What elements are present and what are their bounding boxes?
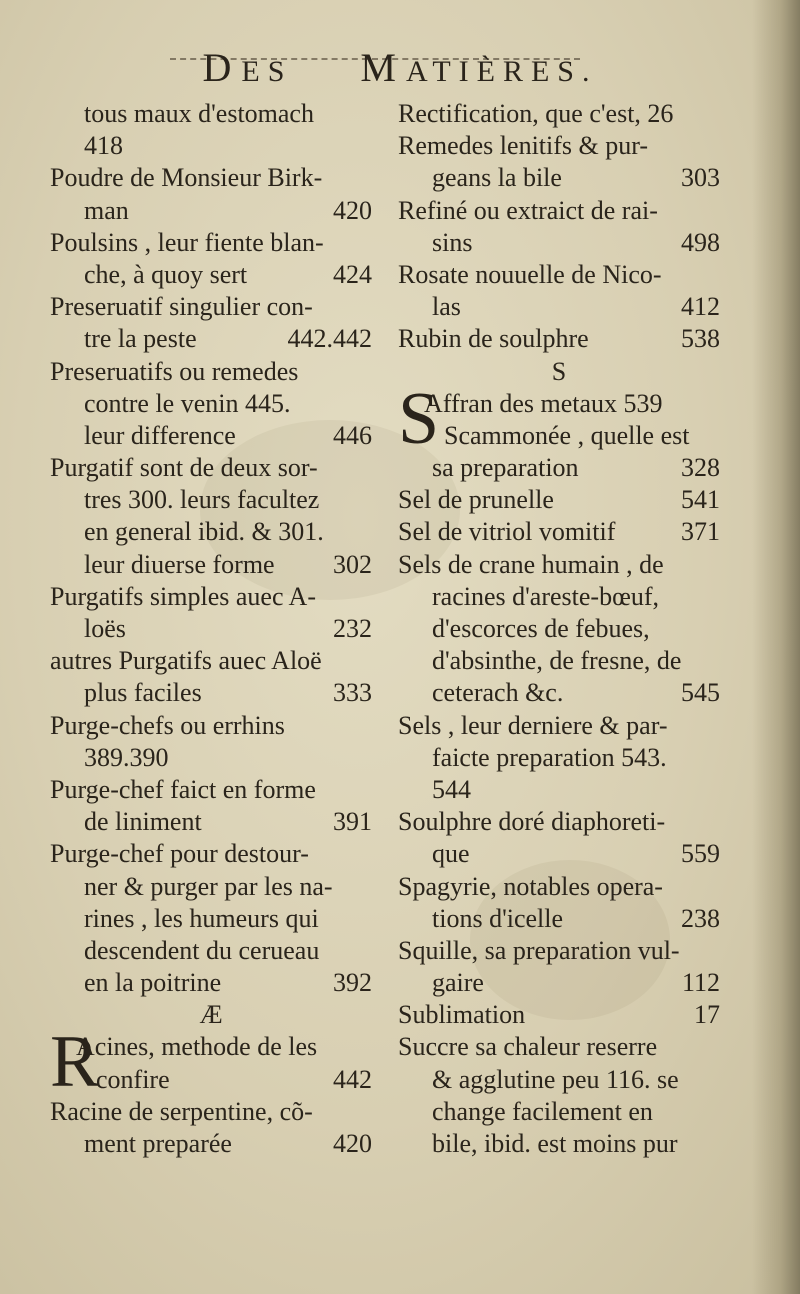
- index-entry-text: ment preparée: [84, 1129, 232, 1158]
- index-line: [50, 356, 372, 388]
- index-entry-text: Poudre de Monsieur Birk-: [50, 163, 323, 193]
- index-line: [398, 1031, 720, 1063]
- right-column: [398, 98, 720, 1160]
- index-line: [50, 452, 372, 484]
- index-line: [50, 162, 372, 194]
- index-entry-text: Preseruatif singulier con-: [50, 292, 313, 322]
- index-line: [398, 742, 720, 774]
- index-line: [50, 291, 372, 323]
- index-line: [398, 323, 720, 355]
- index-line: [50, 323, 372, 355]
- index-line: [50, 581, 372, 613]
- index-entry-text: Squille, sa preparation vul-: [398, 935, 680, 965]
- index-entry-text: Rectification, que c'est, 26: [398, 99, 674, 128]
- index-entry-text: Affran des metaux 539: [424, 388, 663, 418]
- index-entry-text: faicte preparation 543.: [432, 742, 667, 772]
- index-entry-text: Purgatifs simples auec A-: [50, 581, 316, 611]
- index-entry-text: loës: [84, 614, 126, 643]
- index-page-number: 559: [681, 839, 720, 869]
- index-entry-text: Purge-chef pour destour-: [50, 839, 309, 869]
- index-entry-text: racines d'areste-bœuf,: [432, 581, 660, 611]
- index-entry-text: Racine de serpentine, cõ-: [50, 1096, 313, 1126]
- index-line: [398, 581, 720, 613]
- index-line: [50, 420, 372, 452]
- index-line: [398, 195, 720, 227]
- index-line: [398, 677, 720, 709]
- index-line: [50, 1128, 372, 1160]
- index-entry-text: Sel de vitriol vomitif: [398, 517, 616, 547]
- index-page-number: 391: [333, 807, 372, 837]
- index-entry-text: ner & purger par les na-: [84, 871, 333, 901]
- index-line: [50, 710, 372, 742]
- index-line: [398, 98, 720, 130]
- index-line: [398, 806, 720, 838]
- index-line: [50, 227, 372, 259]
- index-entry-text: descendent du cerueau: [84, 935, 320, 965]
- index-line: [50, 871, 372, 903]
- index-entry-text: contre le venin 445.: [84, 388, 291, 418]
- index-entry-text: Sublimation: [398, 1000, 526, 1030]
- index-page-number: 303: [681, 163, 720, 193]
- index-line: [50, 838, 372, 870]
- index-entry-text: Scammonée , quelle est: [444, 420, 690, 450]
- dropcap-entry: [50, 1021, 372, 1104]
- index-page-number: 442: [333, 1064, 372, 1094]
- index-entry-text: Rosate nouuelle de Nico-: [398, 259, 662, 289]
- index-line: [50, 195, 372, 227]
- index-line: [398, 710, 720, 742]
- index-line: [50, 1064, 372, 1096]
- header-word2-cap: M: [360, 45, 406, 90]
- index-line: [50, 677, 372, 709]
- index-line: [50, 549, 372, 581]
- index-line: [398, 967, 720, 999]
- index-entry-text: Succre sa chaleur reserre: [398, 1032, 658, 1062]
- index-page-number: 17: [694, 1000, 720, 1030]
- index-line: [50, 516, 372, 548]
- page-gutter-shadow: [752, 0, 800, 1294]
- index-entry-text: Sels de crane humain , de: [398, 549, 664, 579]
- index-page-number: 420: [333, 195, 372, 225]
- index-entry-text: Acines, methode de les: [76, 1032, 318, 1062]
- index-page-number: 333: [333, 678, 372, 708]
- index-page-number: 538: [681, 324, 720, 354]
- index-page-number: 541: [681, 485, 720, 515]
- index-entry-text: las: [432, 292, 461, 322]
- index-entry-text: sins: [432, 227, 473, 257]
- index-line: [398, 162, 720, 194]
- index-entry-text: Remedes lenitifs & pur-: [398, 131, 649, 161]
- dropcap-letter: S: [398, 377, 440, 460]
- index-entry-text: Purge-chef faict en forme: [50, 774, 316, 804]
- index-entry-text: leur diuerse forme: [84, 549, 275, 579]
- index-line: [50, 484, 372, 516]
- index-line: [398, 549, 720, 581]
- index-line: [398, 484, 720, 516]
- index-page-number: 412: [681, 292, 720, 322]
- index-page-number: 328: [681, 453, 720, 483]
- index-line: [50, 259, 372, 291]
- index-page-number: 371: [681, 517, 720, 547]
- index-page-number: 424: [333, 259, 372, 289]
- index-line: [50, 774, 372, 806]
- index-page-number: 392: [333, 968, 372, 998]
- index-line: [50, 613, 372, 645]
- dropcap-letter: R: [50, 1021, 100, 1104]
- index-entry-text: Poulsins , leur fiente blan-: [50, 227, 324, 257]
- index-line: [398, 645, 720, 677]
- index-entry-text: Soulphre doré diaphoreti-: [398, 807, 666, 837]
- index-page-number: 446: [333, 420, 372, 450]
- index-entry-text: Purgatif sont de deux sor-: [50, 453, 318, 483]
- index-entry-text: 544: [432, 774, 471, 804]
- index-page-number: 302: [333, 549, 372, 579]
- index-entry-text: d'escorces de febues,: [432, 614, 650, 643]
- index-entry-text: d'absinthe, de fresne, de: [432, 646, 682, 676]
- index-entry-text: gaire: [432, 968, 484, 998]
- index-entry-text: de liniment: [84, 807, 202, 837]
- index-line: [50, 935, 372, 967]
- index-line: [50, 1096, 372, 1128]
- index-line: [50, 98, 372, 130]
- section-letter: Æ: [199, 1000, 223, 1030]
- index-line: [398, 1096, 720, 1128]
- index-line: [398, 1128, 720, 1160]
- index-line: [398, 1064, 720, 1096]
- index-line: [398, 227, 720, 259]
- index-entry-text: Purge-chefs ou errhins: [50, 710, 285, 740]
- index-line: [398, 130, 720, 162]
- index-entry-text: leur difference: [84, 420, 236, 450]
- index-page-number: 232: [333, 614, 372, 643]
- index-entry-text: & agglutine peu 116. se: [432, 1064, 679, 1094]
- section-letter: S: [551, 356, 567, 386]
- index-line: [50, 903, 372, 935]
- dropcap-entry: [398, 377, 720, 460]
- index-entry-text: tous maux d'estomach: [84, 99, 314, 128]
- index-entry-text: ceterach &c.: [432, 678, 564, 708]
- index-line: [50, 130, 372, 162]
- index-line: [398, 259, 720, 291]
- index-line: [50, 742, 372, 774]
- index-entry-text: 418: [84, 131, 123, 161]
- index-entry-text: geans la bile: [432, 163, 562, 193]
- index-entry-text: man: [84, 195, 129, 225]
- index-entry-text: en la poitrine: [84, 968, 222, 998]
- index-entry-text: Preseruatifs ou remedes: [50, 356, 299, 386]
- index-line: [50, 967, 372, 999]
- index-page-number: 442.442: [287, 324, 372, 354]
- index-line: [398, 420, 720, 452]
- index-line: [398, 774, 720, 806]
- index-page-number: 498: [681, 227, 720, 257]
- index-line: [398, 871, 720, 903]
- left-column: [50, 98, 372, 1160]
- index-entry-text: Refiné ou extraict de rai-: [398, 195, 658, 225]
- index-line: [50, 806, 372, 838]
- index-entry-text: tions d'icelle: [432, 903, 564, 933]
- index-entry-text: bile, ibid. est moins pur: [432, 1129, 678, 1158]
- index-entry-text: confire: [96, 1064, 170, 1094]
- index-line: [398, 999, 720, 1031]
- index-page-number: 112: [681, 968, 720, 998]
- index-line: [398, 838, 720, 870]
- index-line: [398, 613, 720, 645]
- index-line: [398, 452, 720, 484]
- index-entry-text: tre la peste: [84, 324, 197, 354]
- index-page-number: 420: [333, 1129, 372, 1158]
- running-header: [0, 45, 800, 90]
- index-line: [50, 388, 372, 420]
- index-entry-text: Sel de prunelle: [398, 485, 554, 515]
- index-entry-text: tres 300. leurs facultez: [84, 485, 320, 515]
- index-line: [398, 935, 720, 967]
- index-line: [50, 1031, 372, 1063]
- index-entry-text: que: [432, 839, 470, 869]
- index-entry-text: plus faciles: [84, 678, 202, 708]
- index-line: [398, 903, 720, 935]
- index-entry-text: en general ibid. & 301.: [84, 517, 324, 547]
- index-entry-text: Rubin de soulphre: [398, 324, 589, 354]
- header-word1-cap: D: [202, 45, 242, 90]
- index-entry-text: Spagyrie, notables opera-: [398, 871, 663, 901]
- index-entry-text: Sels , leur derniere & par-: [398, 710, 668, 740]
- section-letter-line: [398, 356, 720, 388]
- header-word2-rest: ATIÈRES.: [405, 55, 598, 88]
- index-page-number: 545: [681, 678, 720, 708]
- index-entry-text: che, à quoy sert: [84, 259, 248, 289]
- index-line: [398, 388, 720, 420]
- index-line: [398, 291, 720, 323]
- index-entry-text: rines , les humeurs qui: [84, 903, 319, 933]
- index-page-number: 238: [681, 903, 720, 933]
- header-word1-rest: ES: [241, 55, 293, 88]
- index-line: [398, 516, 720, 548]
- index-entry-text: autres Purgatifs auec Aloë: [50, 646, 322, 676]
- index-line: [50, 645, 372, 677]
- index-entry-text: change facilement en: [432, 1096, 653, 1126]
- index-entry-text: sa preparation: [432, 453, 579, 483]
- index-entry-text: 389.390: [84, 742, 169, 772]
